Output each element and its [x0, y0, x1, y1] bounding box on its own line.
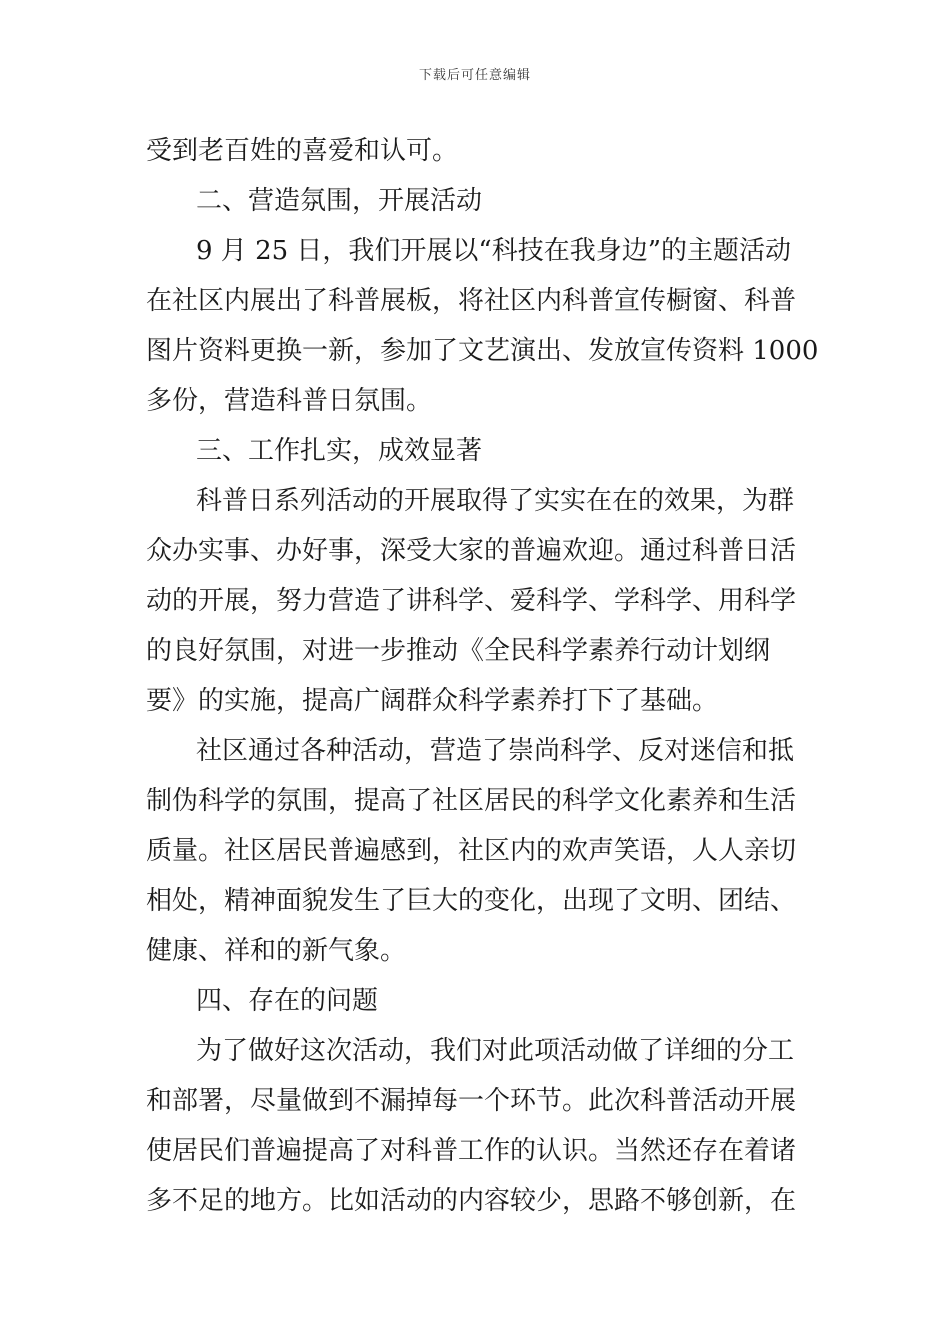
- text-line: 质量。社区居民普遍感到，社区内的欢声笑语，人人亲切: [146, 836, 797, 866]
- text-line: 受到老百姓的喜爱和认可。: [146, 136, 459, 166]
- text-line: 科普日系列活动的开展取得了实实在在的效果，为群: [196, 486, 795, 516]
- text-line: 的良好氛围，对进一步推动《全民科学素养行动计划纲: [146, 636, 771, 666]
- header-note: 下载后可任意编辑: [418, 68, 531, 83]
- text-line: 使居民们普遍提高了对科普工作的认识。当然还存在着诸: [146, 1136, 797, 1166]
- text-line: 和部署，尽量做到不漏掉每一个环节。此次科普活动开展: [146, 1086, 797, 1116]
- text-line: 在社区内展出了科普展板，将社区内科普宣传橱窗、科普: [146, 286, 797, 316]
- text-line: 社区通过各种活动，营造了崇尚科学、反对迷信和抵: [196, 736, 795, 766]
- text-line: 多份，营造科普日氛围。: [146, 386, 433, 416]
- text-line: 制伪科学的氛围，提高了社区居民的科学文化素养和生活: [146, 786, 797, 816]
- section-heading: 三、工作扎实，成效显著: [196, 436, 483, 466]
- text-line: 动的开展，努力营造了讲科学、爱科学、学科学、用科学: [146, 586, 797, 616]
- text-line: 9 月 25 日，我们开展以“科技在我身边”的主题活动: [196, 236, 792, 266]
- text-line: 相处，精神面貌发生了巨大的变化，出现了文明、团结、: [146, 886, 797, 916]
- text-line: 图片资料更换一新，参加了文艺演出、发放宣传资料 1000: [146, 336, 819, 366]
- text-line: 众办实事、办好事，深受大家的普遍欢迎。通过科普日活: [146, 536, 797, 566]
- text-line: 要》的实施，提高广阔群众科学素养打下了基础。: [146, 686, 719, 716]
- document-body: [146, 126, 819, 1226]
- section-heading: 二、营造氛围，开展活动: [196, 186, 483, 216]
- text-line: 多不足的地方。比如活动的内容较少，思路不够创新，在: [146, 1186, 797, 1216]
- text-line: 健康、祥和的新气象。: [146, 936, 407, 966]
- text-line: 为了做好这次活动，我们对此项活动做了详细的分工: [196, 1036, 795, 1066]
- section-heading: 四、存在的问题: [196, 986, 379, 1016]
